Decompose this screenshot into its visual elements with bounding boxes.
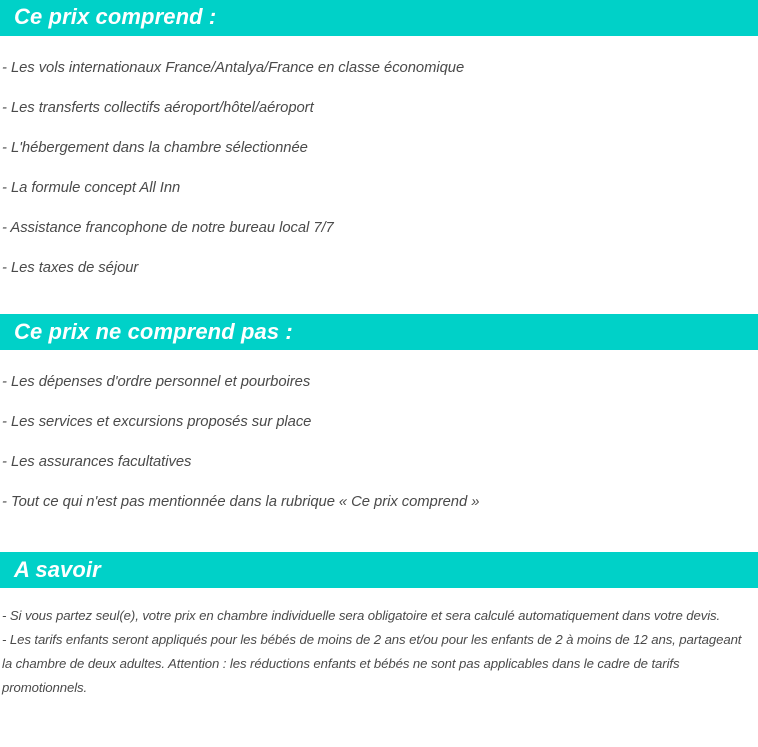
list-item: - Les vols internationaux France/Antalya/France en classe économique	[2, 60, 465, 76]
spacer	[0, 522, 758, 552]
section-header-good-to-know: A savoir	[0, 552, 758, 588]
list-item: - Tout ce qui n'est pas mentionnée dans la rubrique « Ce prix comprend »	[2, 494, 480, 510]
list-item: - Les services et excursions proposés sur place	[2, 414, 312, 430]
list-item: - L'hébergement dans la chambre sélectionnée	[2, 140, 308, 156]
section-body-included	[0, 36, 758, 288]
spacer	[2, 588, 750, 604]
section-body-good-to-know	[0, 588, 758, 700]
paragraph: - Les tarifs enfants seront appliqués pour les bébés de moins de 2 ans et/ou pour les enfants de 2 à moins de 12 ans, partageant la chambre de deux adultes. Attention : les réductions enfants et bébés ne sont pas applicables dans le cadre de tarifs promotionnels.	[2, 632, 742, 695]
list-item: - La formule concept All Inn	[2, 180, 181, 196]
list-item: - Les assurances facultatives	[2, 454, 192, 470]
section-header-not-included: Ce prix ne comprend pas :	[0, 314, 758, 350]
spacer	[0, 288, 758, 314]
spacer	[2, 36, 752, 48]
spacer	[2, 350, 752, 362]
list-item: - Les taxes de séjour	[2, 260, 139, 276]
list-item: - Assistance francophone de notre bureau local 7/7	[2, 220, 334, 236]
paragraph: - Si vous partez seul(e), votre prix en chambre individuelle sera obligatoire et sera calculé automatiquement dans votre devis.	[2, 608, 721, 623]
list-item: - Les dépenses d'ordre personnel et pourboires	[2, 374, 311, 390]
list-item: - Les transferts collectifs aéroport/hôtel/aéroport	[2, 100, 314, 116]
section-body-not-included	[0, 350, 758, 522]
section-header-included: Ce prix comprend :	[0, 0, 758, 36]
